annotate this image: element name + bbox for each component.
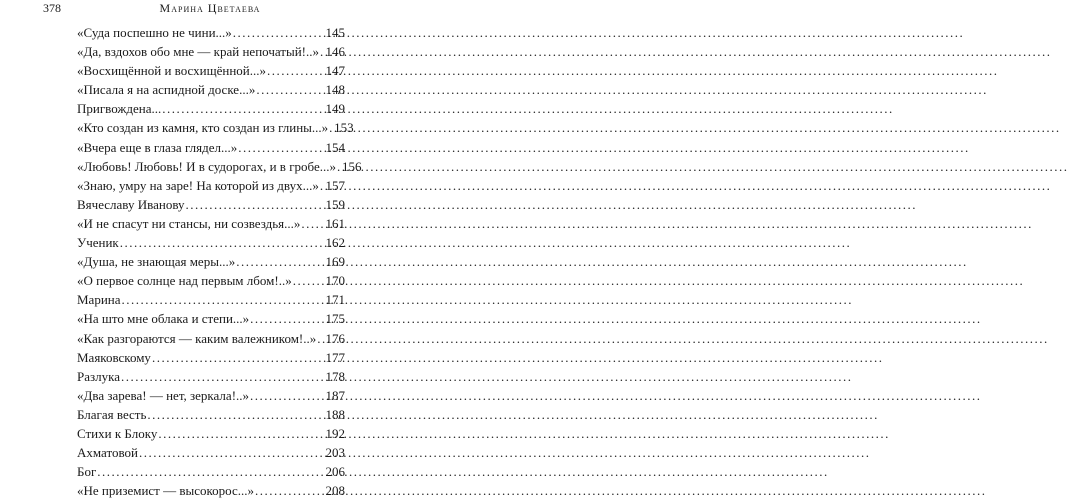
toc-entry-title: Благая весть xyxy=(77,406,147,422)
toc-entry xyxy=(77,481,345,500)
toc-entry xyxy=(77,23,345,42)
toc-dot-leader xyxy=(233,23,325,42)
toc-entry-page: 175 xyxy=(325,311,345,327)
toc-dot-leader xyxy=(267,61,325,80)
toc-entry-page: 161 xyxy=(325,215,345,231)
toc-entry-page: 206 xyxy=(325,464,345,480)
toc-entry xyxy=(77,348,345,367)
toc-entry xyxy=(77,138,345,157)
toc-entry-title: Бог xyxy=(77,464,97,480)
toc-entry xyxy=(77,443,345,462)
toc-dot-leader xyxy=(147,405,324,424)
toc-entry-page: 208 xyxy=(325,483,345,499)
toc-entry-title: «Суда поспешно не чини...» xyxy=(77,25,232,40)
toc-entry-page: 188 xyxy=(325,406,345,422)
toc-entry-page: 146 xyxy=(325,44,345,60)
toc-entry xyxy=(77,405,345,424)
toc-dot-leader xyxy=(152,348,325,367)
toc-dot-leader xyxy=(256,80,324,99)
toc-dot-leader xyxy=(158,424,324,443)
toc-entry xyxy=(77,386,345,405)
toc-dot-leader xyxy=(250,386,324,405)
toc-entry-title: «И не спасут ни стансы, ни созвездья...» xyxy=(77,215,301,231)
toc-entry-page: 203 xyxy=(325,445,345,461)
toc-entry-title: Марина xyxy=(77,292,121,308)
toc-entry-title: «Кто создан из камня, кто создан из глины...» xyxy=(77,120,329,136)
toc-entry xyxy=(77,290,345,309)
toc-entry-title: «Вчера еще в глаза глядел...» xyxy=(77,139,238,155)
toc-dot-leader xyxy=(255,481,324,500)
toc-entry xyxy=(77,252,345,271)
toc-dot-leader xyxy=(162,99,324,118)
toc-entry xyxy=(77,61,345,80)
toc-entry xyxy=(77,214,345,233)
toc-dot-leader xyxy=(97,462,324,481)
toc-entry xyxy=(77,99,345,118)
toc-entry-title: «О первое солнце над первым лбом!..» xyxy=(77,273,292,289)
toc-dot-leader xyxy=(121,367,324,386)
toc-entry-title: Ахматовой xyxy=(77,445,138,461)
toc-entry-page: 187 xyxy=(325,387,345,403)
toc-entry-page: 156 xyxy=(342,158,362,174)
toc-entry-title: Разлука xyxy=(77,368,121,384)
toc-dot-leader xyxy=(293,271,325,290)
toc-entry-page: 148 xyxy=(325,82,345,98)
toc-entry-page: 162 xyxy=(325,235,345,251)
toc-entry-title: «Знаю, умру на заре! На которой из двух...» xyxy=(77,177,319,193)
book-page xyxy=(0,0,420,499)
toc-entry xyxy=(77,176,345,195)
toc-entry xyxy=(77,309,345,328)
toc-entry-title: «Писала я на аспидной доске...» xyxy=(77,82,256,98)
toc-dot-leader xyxy=(122,290,325,309)
toc-dot-leader xyxy=(186,195,325,214)
running-title: Марина Цветаева xyxy=(159,1,261,15)
toc-entry-page: 149 xyxy=(325,101,345,117)
toc-entry xyxy=(77,195,345,214)
toc-dot-leader xyxy=(236,252,324,271)
table-of-contents xyxy=(77,23,362,500)
toc-entry-title: «Душа, не знающая меры...» xyxy=(77,254,236,270)
toc-entry-title: «Да, вздохов обо мне — край непочатый!..» xyxy=(77,44,319,60)
toc-entry-title: «Как разгораются — каким валежником!..» xyxy=(77,330,317,346)
toc-entry-title: «Два зарева! — нет, зеркала!..» xyxy=(77,387,250,403)
toc-entry xyxy=(77,329,345,348)
toc-entry-page: 157 xyxy=(325,177,345,193)
toc-entry-title: Стихи к Блоку xyxy=(77,425,158,441)
toc-dot-leader xyxy=(139,443,325,462)
toc-entry-title: Вячеславу Иванову xyxy=(77,196,185,212)
toc-entry-title: «На што мне облака и степи...» xyxy=(77,311,250,327)
toc-dot-leader xyxy=(250,309,324,328)
toc-entry xyxy=(77,462,345,481)
toc-entry xyxy=(77,424,345,443)
toc-dot-leader xyxy=(238,138,324,157)
toc-dot-leader xyxy=(301,214,324,233)
toc-entry xyxy=(77,42,345,61)
toc-entry-title: «Не приземист — высокорос...» xyxy=(77,483,255,499)
toc-entry-page: 145 xyxy=(325,25,345,40)
toc-entry xyxy=(77,367,345,386)
page-number: 378 xyxy=(43,1,61,15)
toc-entry-title: Пригвождена... xyxy=(77,101,162,117)
page-header xyxy=(43,1,377,15)
toc-entry-page: 154 xyxy=(325,139,345,155)
toc-entry-page: 147 xyxy=(325,63,345,79)
toc-entry-page: 169 xyxy=(325,254,345,270)
toc-entry-page: 192 xyxy=(325,425,345,441)
toc-entry-page: 171 xyxy=(325,292,345,308)
toc-entry xyxy=(77,271,345,290)
toc-entry-page: 159 xyxy=(325,196,345,212)
toc-entry-title: Маяковскому xyxy=(77,349,151,365)
toc-dot-leader xyxy=(317,329,324,348)
toc-entry-title: Ученик xyxy=(77,235,119,251)
toc-entry-page: 176 xyxy=(325,330,345,346)
toc-entry xyxy=(77,80,345,99)
toc-entry-page: 170 xyxy=(325,273,345,289)
toc-entry-page: 178 xyxy=(325,368,345,384)
toc-dot-leader xyxy=(120,233,325,252)
toc-entry-title: «Любовь! Любовь! И в судорогах, и в гробе...» xyxy=(77,158,336,174)
toc-entry xyxy=(77,157,362,176)
toc-entry-page: 177 xyxy=(325,349,345,365)
toc-entry-title: «Восхищённой и восхищённой...» xyxy=(77,63,266,79)
toc-entry xyxy=(77,233,345,252)
toc-entry xyxy=(77,118,354,137)
toc-entry-page: 153 xyxy=(334,120,354,136)
